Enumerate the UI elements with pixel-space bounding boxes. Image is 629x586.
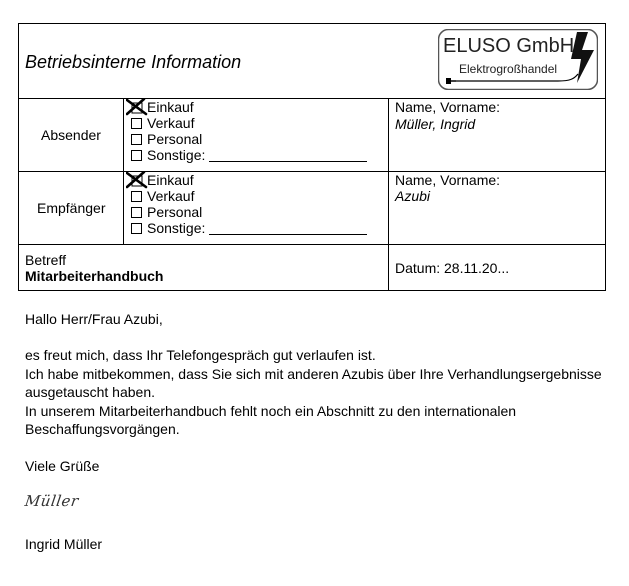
empfaenger-option-einkauf[interactable]	[131, 172, 194, 188]
option-label: Verkauf	[147, 115, 195, 131]
checkbox-icon[interactable]	[131, 223, 142, 234]
row-divider	[18, 244, 606, 245]
row-divider	[18, 98, 606, 99]
letter-line: Ich habe mitbekommen, dass Sie sich mit anderen Azubis über Ihre Verhandlungsergebnisse	[25, 366, 602, 382]
option-label: Personal	[147, 204, 203, 220]
row-divider	[18, 171, 606, 172]
checkbox-icon[interactable]	[131, 134, 142, 145]
table-border-right	[605, 23, 606, 291]
option-label: Sonstige:	[147, 147, 206, 163]
datum-field: Datum: 28.11.20...	[395, 260, 510, 276]
table-border-bottom	[18, 290, 606, 291]
logo-company-name: ELUSO GmbH	[443, 35, 575, 57]
option-label: Einkauf	[147, 99, 194, 115]
absender-option-verkauf[interactable]	[131, 115, 194, 131]
option-label: Personal	[147, 131, 203, 147]
lightning-bolt-icon	[571, 32, 594, 83]
betreff-value: Mitarbeiterhandbuch	[25, 268, 164, 284]
col-divider	[388, 98, 389, 291]
company-logo	[438, 29, 598, 90]
empfaenger-name-value: Azubi	[395, 188, 431, 204]
checkbox-icon[interactable]	[131, 207, 142, 218]
checkbox-icon[interactable]	[131, 150, 142, 161]
letter-closing: Viele Grüße	[25, 458, 100, 474]
letter-greeting: Hallo Herr/Frau Azubi,	[25, 311, 163, 327]
checkbox-icon[interactable]	[131, 118, 142, 129]
logo-subtitle: Elektrogroßhandel	[459, 62, 558, 76]
signer-name: Ingrid Müller	[25, 536, 103, 552]
page-title: Betriebsinterne Information	[25, 52, 242, 72]
letter-line: ausgetauscht haben.	[25, 384, 155, 400]
table-border-left	[18, 23, 19, 291]
absender-name-label: Name, Vorname:	[395, 99, 501, 115]
letter-line: In unserem Mitarbeiterhandbuch fehlt noch ein Abschnitt zu den internationalen	[25, 403, 517, 419]
letter-line: Beschaffungsvorgängen.	[25, 421, 180, 437]
col-divider	[123, 98, 124, 245]
option-label: Sonstige:	[147, 220, 206, 236]
checked-checkbox-icon[interactable]	[131, 102, 142, 113]
empfaenger-option-personal[interactable]	[131, 204, 202, 220]
sonstige-input-line[interactable]	[209, 222, 367, 235]
empfaenger-label: Empfänger	[37, 200, 106, 216]
absender-option-sonstige[interactable]	[131, 147, 367, 163]
letter-line: es freut mich, dass Ihr Telefongespräch gut verlaufen ist.	[25, 347, 376, 363]
absender-label: Absender	[41, 127, 101, 143]
empfaenger-name-label: Name, Vorname:	[395, 172, 501, 188]
absender-option-personal[interactable]	[131, 131, 202, 147]
signature: Müller	[23, 492, 80, 510]
empfaenger-option-verkauf[interactable]	[131, 188, 194, 204]
table-border-top	[18, 23, 606, 24]
betreff-label: Betreff	[25, 252, 66, 268]
option-label: Verkauf	[147, 188, 195, 204]
option-label: Einkauf	[147, 172, 194, 188]
sonstige-input-line[interactable]	[209, 149, 367, 162]
checkbox-icon[interactable]	[131, 191, 142, 202]
absender-option-einkauf[interactable]	[131, 99, 194, 115]
empfaenger-option-sonstige[interactable]	[131, 220, 367, 236]
absender-name-value: Müller, Ingrid	[395, 116, 476, 132]
checked-checkbox-icon[interactable]	[131, 175, 142, 186]
